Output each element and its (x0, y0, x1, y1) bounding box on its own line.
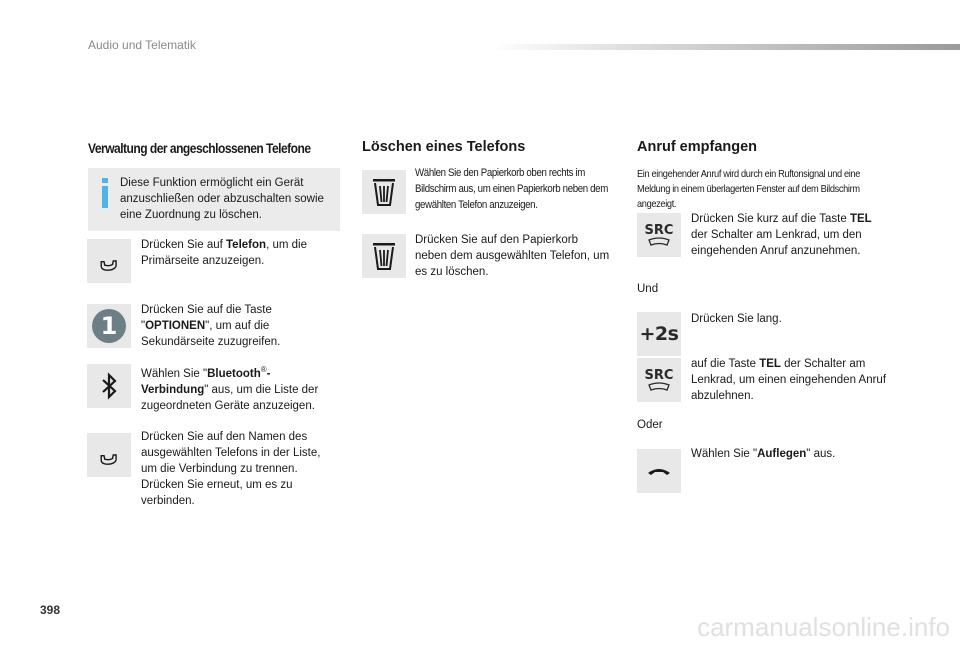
steering-wheel-switch-icon: SRC (645, 224, 674, 247)
or-label: Oder (637, 419, 663, 431)
trash-icon-box-2 (362, 234, 406, 278)
phone-icon-box (87, 239, 131, 283)
section-title-delete-phone: Löschen eines Telefons (362, 139, 526, 155)
trash-icon (370, 240, 398, 272)
trash-icon-box (362, 170, 406, 214)
receive-call-intro: Ein eingehender Anruf wird durch ein Ruftonsignal und eine Meldung in einem überlagerten Fenster auf dem Bildschirm angezeigt. (637, 168, 861, 210)
step-number-circle: 1 (92, 309, 126, 343)
phone-icon-box-2 (87, 433, 131, 477)
step-short-press-tel: Drücken Sie kurz auf die Taste TEL der Schalter am Lenkrad, um den eingehenden Anruf anzunehmen. (691, 213, 872, 257)
step-press-optionen: Drücken Sie auf die Taste "OPTIONEN", um auf die Sekundärseite zuzugreifen. (141, 304, 281, 348)
step-press-trash: Drücken Sie auf den Papierkorb neben dem ausgewählten Telefon, um es zu löschen. (415, 234, 610, 278)
hang-up-icon (644, 461, 674, 481)
trash-icon (370, 176, 398, 208)
step-select-hangup: Wählen Sie "Auflegen" aus. (691, 448, 836, 460)
info-icon (102, 178, 108, 206)
bluetooth-icon-box (87, 364, 131, 408)
phone-handset-icon (94, 246, 124, 276)
long-press-box (637, 312, 681, 356)
step-press-telefon: Drücken Sie auf Telefon, um die Primärseite anzuzeigen. (141, 239, 307, 267)
phone-handset-icon (94, 440, 124, 470)
page-number: 398 (40, 603, 61, 617)
step-select-trash: Wählen Sie den Papierkorb oben rechts im Bildschirm aus, um einen Papierkorb neben dem gewählten Telefon anzuzeigen. (415, 167, 608, 211)
step-long-press: Drücken Sie lang. (691, 313, 782, 325)
section-title-manage-phones: Verwaltung der angeschlossenen Telefone (88, 140, 311, 156)
running-header: Audio und Telematik (88, 38, 196, 52)
watermark: carmanualsonline.info (697, 612, 950, 642)
step-tel-reject: auf die Taste TEL der Schalter am Lenkrad, um einen eingehenden Anruf abzulehnen. (691, 358, 887, 402)
step-press-phone-name: Drücken Sie auf den Namen des ausgewählten Telefons in der Liste, um die Verbindung zu trennen. Drücken Sie erneut, um es zu verbinden. (141, 431, 321, 507)
src-switch-box (637, 213, 681, 257)
step-select-bluetooth: Wählen Sie "Bluetooth®-Verbindung" aus, um die Liste der zugeordneten Geräte anzuzeigen. (141, 365, 319, 412)
info-box (88, 168, 340, 231)
bluetooth-icon (96, 371, 122, 401)
hangup-icon-box (637, 449, 681, 493)
section-title-receive-call: Anruf empfangen (637, 139, 758, 155)
step-number-box (87, 304, 131, 348)
info-text: Diese Funktion ermöglicht ein Gerät anzuschließen oder abzuschalten sowie eine Zuordnung zu löschen. (120, 177, 324, 221)
header-gradient-bar (490, 44, 960, 50)
src-switch-box-2 (637, 358, 681, 402)
and-label: Und (637, 283, 659, 295)
long-press-badge: +2s (639, 323, 679, 345)
steering-wheel-switch-icon: SRC (645, 369, 674, 392)
